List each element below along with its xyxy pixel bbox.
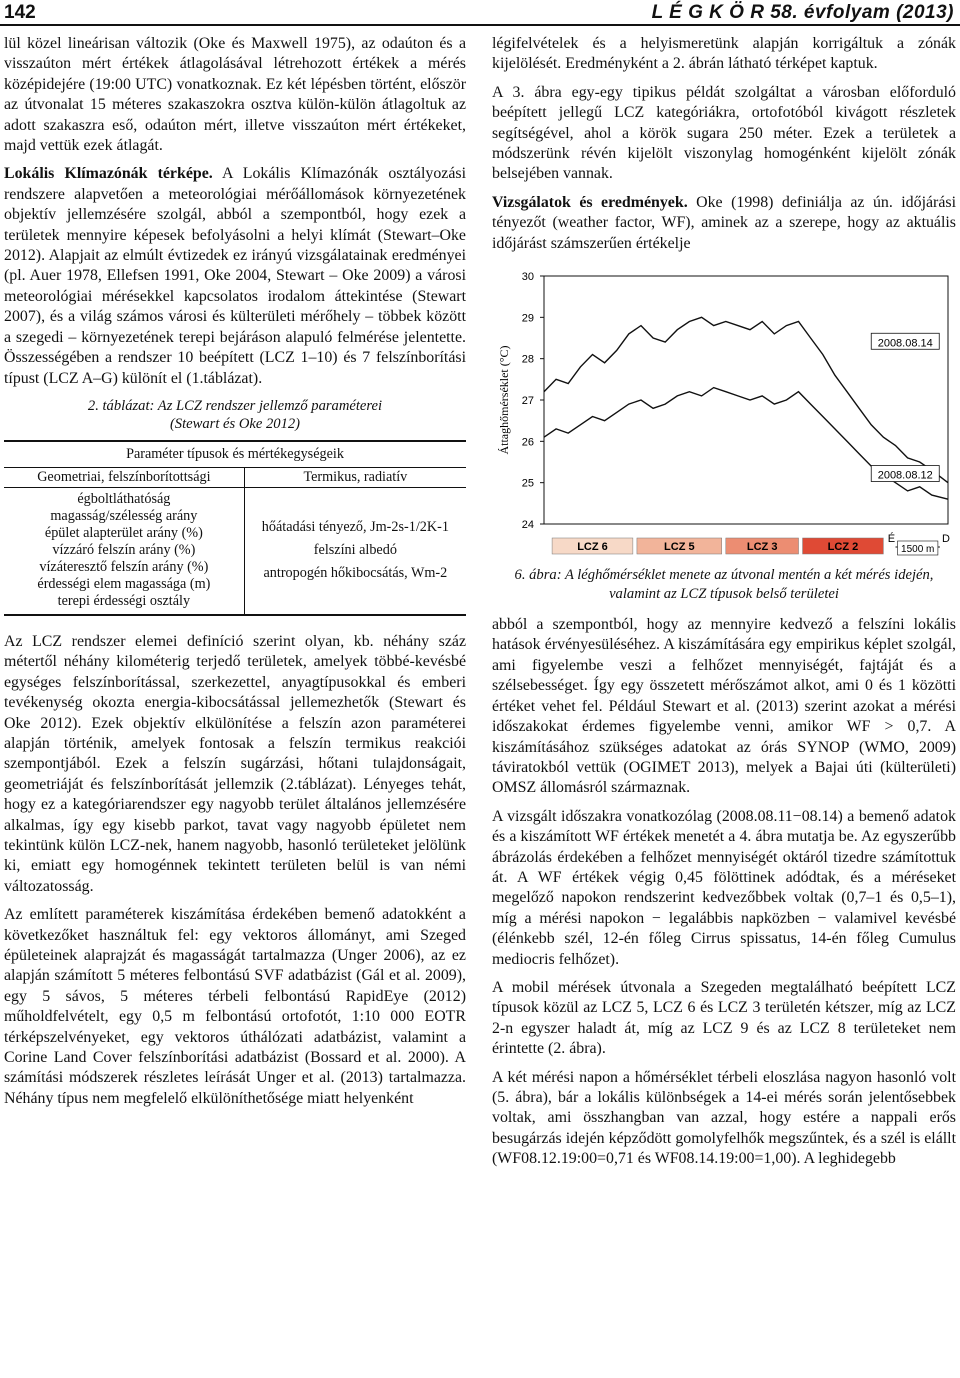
- left-column: [4, 34, 466, 1109]
- journal-title: L É G K Ö R 58. évfolyam (2013): [651, 2, 954, 23]
- paragraph: [492, 193, 956, 254]
- paragraph-text: Oke (1998) definiálja az ún. időjárási tényezőt (weather factor, WF), aminek az a szerepe, hogy az aktuális időjárást számszerűen értékelje: [492, 193, 956, 252]
- series-label: 2008.08.14: [877, 337, 933, 350]
- figure-caption: 6. ábra: A léghőmérséklet menete az útvonal mentén a két mérés idején, valamint az LCZ típusok belső területei: [514, 567, 934, 602]
- y-tick-label: 25: [521, 477, 534, 490]
- y-tick-label: 30: [521, 271, 534, 284]
- lcz-band-label: LCZ 6: [577, 541, 608, 554]
- y-axis-label: Áttaghőmérséklet (°C): [497, 345, 511, 455]
- table-caption: [4, 397, 466, 434]
- paragraph: A vizsgált időszakra vonatkozólag (2008.08.11−08.14) a bemenő adatok és a kiszámított WF értékek menetét a 4. ábra mutatja be. Az egyszerűbb ábrázolás érdekében a felhőzet mennyiségét oktáról tizedre számítottuk át. A WF értékek végig 0,45 fölöttinek adódtak, és a méréseket megelőző napokon rendszerint kedvezőbbek voltak (0,7–1 és 0,5–1), míg a mérési napokon − legalábbis napközben − valamivel kevésbé (élénkebb szél, 12-én főleg Cirrus spissatus, 14-én főleg Cumulus mediocris felhőzet).: [492, 807, 956, 968]
- table-cell: érdességi elem magassága (m): [37, 575, 211, 592]
- column-header: Geometriai, felszínborítottsági: [4, 467, 244, 487]
- plot-frame: [544, 276, 948, 524]
- geometric-params: [4, 487, 244, 615]
- right-column: [492, 34, 956, 1170]
- table-cell: vízáteresztő felszín arány (%): [39, 558, 209, 575]
- table-caption-line: 2. táblázat: Az LCZ rendszer jellemző paraméterei: [87, 397, 383, 414]
- paragraph: abból a szempontból, hogy az mennyire kedvező a felszíni lokális hatások érvényesüléséhez. A kiszámítására egy empirikus képlet szolgál, ami figyelembe veszi a felhőzet mennyiségét, fajtáját és a szélsebességet. Így egy összetett mérőszámot alkot, ami 0 és 1 közötti értéket vehet fel. Például Stewart et al. (2013) szerint azokat a mérési időszakokat érdemes figyelembe venni, amikor WF > 0,7. A kiszámításához szükséges adatokat az órás SYNOP (WMO, 2009) táviratokból vettük (OGIMET 2013), melyek a Bajai úti (külterületi) OMSZ állomásról származnak.: [492, 616, 956, 797]
- table-cell: terepi érdességi osztály: [57, 592, 191, 609]
- y-tick-label: 28: [521, 353, 534, 366]
- temperature-chart: [492, 262, 956, 562]
- paragraph: A 3. ábra egy-egy tipikus példát szolgáltat a városban előforduló beépített jellegű LCZ kategóriákra, ortofotóból kivágott részletek segítségével, ahol a körök sugara 250 méter. Ezek a területek a módszerünk révén kijelölt viszonylag homogénként kijelölt zónák belsejében vannak.: [492, 83, 956, 183]
- paragraph: A két mérési napon a hőmérséklet térbeli eloszlása nagyon hasonló volt (5. ábra), bár a lokális különbségek a 14-ei mérés során jelentősebbek voltak, ami összhangban van azzal, hogy estére a nappali erős besugárzás idején képződött gomolyfelhők megszűntek, és a szél is elállt (WF08.12.19:00=0,71 és WF08.14.19:00=1,00). A leghidegebb: [492, 1068, 956, 1168]
- table-caption-line: (Stewart és Oke 2012): [169, 416, 301, 433]
- lcz-band-label: LCZ 3: [746, 541, 778, 554]
- paragraph: Az LCZ rendszer elemei definíció szerint olyan, kb. néhány száz métertől néhány kilométerig terjedő területek, amelyek többé-kevésbé egységes felszínborítással, szerkezettel, anyagtípusokkal és emberi tevékenység okozta energia-kibocsátással jellemezhetők (Stewart és Oke 2012). Ezek objektív elkülönítése a felszín azon paraméterei alapján történik, amelyek fontosak a felszín termikus reakciói szempontjából. Ezek a felszín sugárzási, hőtani tulajdonságait, geometriáját és felszínborítását jellemzik (2.táblázat). Lényeges tehát, hogy ez a kategóriarendszer egy nagyobb terület általános jellemzésére alkalmas, így egy kisebb parkot, tavat vagy nagyobb épületet nem tekintünk külön LCZ-nek, hanem nagyobb, hasonló területeket jelölünk ki, emiatt egy homogénnek tekintett területen belül is van némi változatosság.: [4, 632, 466, 895]
- series-label: 2008.08.12: [877, 469, 933, 482]
- table-cell: hőátadási tényező, Jm-2s-1/2K-1: [261, 518, 449, 535]
- paragraph-text: A Lokális Klímazónák osztályozási rendszere alapvetően a meteorológiai mérőállomások környezetének objektív jellemzésére szolgál, abból a szempontból, hogy ezek a területek mennyire képesek befolyásolni a helyi klímát (Stewart–Oke 2012). Alapjait az elmúlt évtizedek ez irányú vizsgálatainak eredményei (pl. Auer 1978, Ellefsen 1991, Oke 2004, Stewart – Oke 2009) a városi meteorológiai mérésekkel kapcsolatos irodalom áttekintése (Stewart 2007), és a világ számos városi és külterületi mérőhely – többek között a szegedi – környezetének terepi bejáráson alapuló felmérése jelentette. Összességében a rendszer 10 beépített (LCZ 1–10) és 7 felszínborítási típust (LCZ A–G) különít el (1.táblázat).: [4, 165, 466, 387]
- temperature-figure: [492, 262, 956, 562]
- paragraph: lül közel lineárisan változik (Oke és Maxwell 1975), az odaúton és a visszaúton mért értékek átlagolásával létrehozott értékek a mérés középidejére (19:00 UTC) vonatkoznak. Ez két lépésben történt, először az útvonalat 15 méteres szakaszokra osztva külön-külön átlagoltuk az adott szakaszra eső, odaúton mért, illetve visszaúton mért értékeket, majd vettük ezek átlagát.: [4, 35, 466, 155]
- table-cell: antropogén hőkibocsátás, Wm-2: [263, 564, 448, 581]
- paragraph: Az említett paraméterek kiszámítása érdekében bemenő adatokként a következőket használtuk fel: egy vektoros állományt, ami Szeged épületeinek alaprajzát és magasságát tartalmazza (Unger 2006), az ez alapján számított 5 méteres felbontású SVF adatbázist (Gál et al. 2009), egy 5 sávos, 5 méteres térbeli felbontású RapidEye (2012) műholdfelvételt, egy 0,5 m felbontású ortofotót, 1:10 000 EOTR térképszelvényeket, egy vektoros úthálózati adatbázist, valamint a Corine Land Cover felszínborítási adatbázist (Bossard et al. 2000). A számítási módszerek részletes leírását Unger et al. (2013) tartalmazza. Néhány típus nem megfelelő elkülöníthetősége miatt helyenként: [4, 906, 466, 1107]
- lcz-band-label: LCZ 2: [827, 541, 859, 554]
- table-cell: égboltláthatóság: [77, 490, 171, 507]
- table-cell: magasság/szélesség arány: [50, 507, 198, 524]
- thermal-params: [244, 487, 466, 615]
- y-tick-label: 24: [521, 519, 534, 532]
- x-end-label: É: [887, 533, 896, 546]
- y-tick-label: 26: [521, 436, 534, 449]
- paragraph: légifelvételek és a helyismeretünk alapján korrigáltuk a zónák kijelölését. Eredményként a 2. ábrán látható térképet kaptuk.: [492, 35, 956, 73]
- lcz-band-label: LCZ 5: [664, 541, 695, 554]
- scale-label: 1500 m: [901, 544, 935, 556]
- paragraph: A mobil mérések útvonala a Szegeden megtalálható beépített LCZ típusok közül az LCZ 5, LCZ 6 és LCZ 3 területén kétszer, míg az LCZ 2-n egyszer haladt át, míg az LCZ 9 és az LCZ 8 területeket nem érintette (2. ábra).: [492, 978, 956, 1058]
- table-header: Paraméter típusok és mértékegységeik: [4, 441, 466, 468]
- table-cell: épület alapterület arány (%): [44, 524, 203, 541]
- section-title: Vizsgálatok és eredmények.: [492, 193, 688, 211]
- section-title: Lokális Klímazónák térképe.: [4, 165, 213, 183]
- parameter-table: [4, 440, 466, 616]
- lcz-parameter-table: [4, 397, 466, 616]
- page-number: 142: [4, 2, 36, 23]
- table-cell: felszíni albedó: [313, 541, 397, 558]
- column-header: Termikus, radiatív: [244, 467, 466, 487]
- y-tick-label: 29: [521, 312, 534, 325]
- table-cell: vízzáró felszín arány (%): [52, 541, 196, 558]
- paragraph: [4, 164, 466, 388]
- page-header: [0, 0, 960, 26]
- y-tick-label: 27: [521, 395, 534, 408]
- x-end-label: D: [942, 533, 950, 546]
